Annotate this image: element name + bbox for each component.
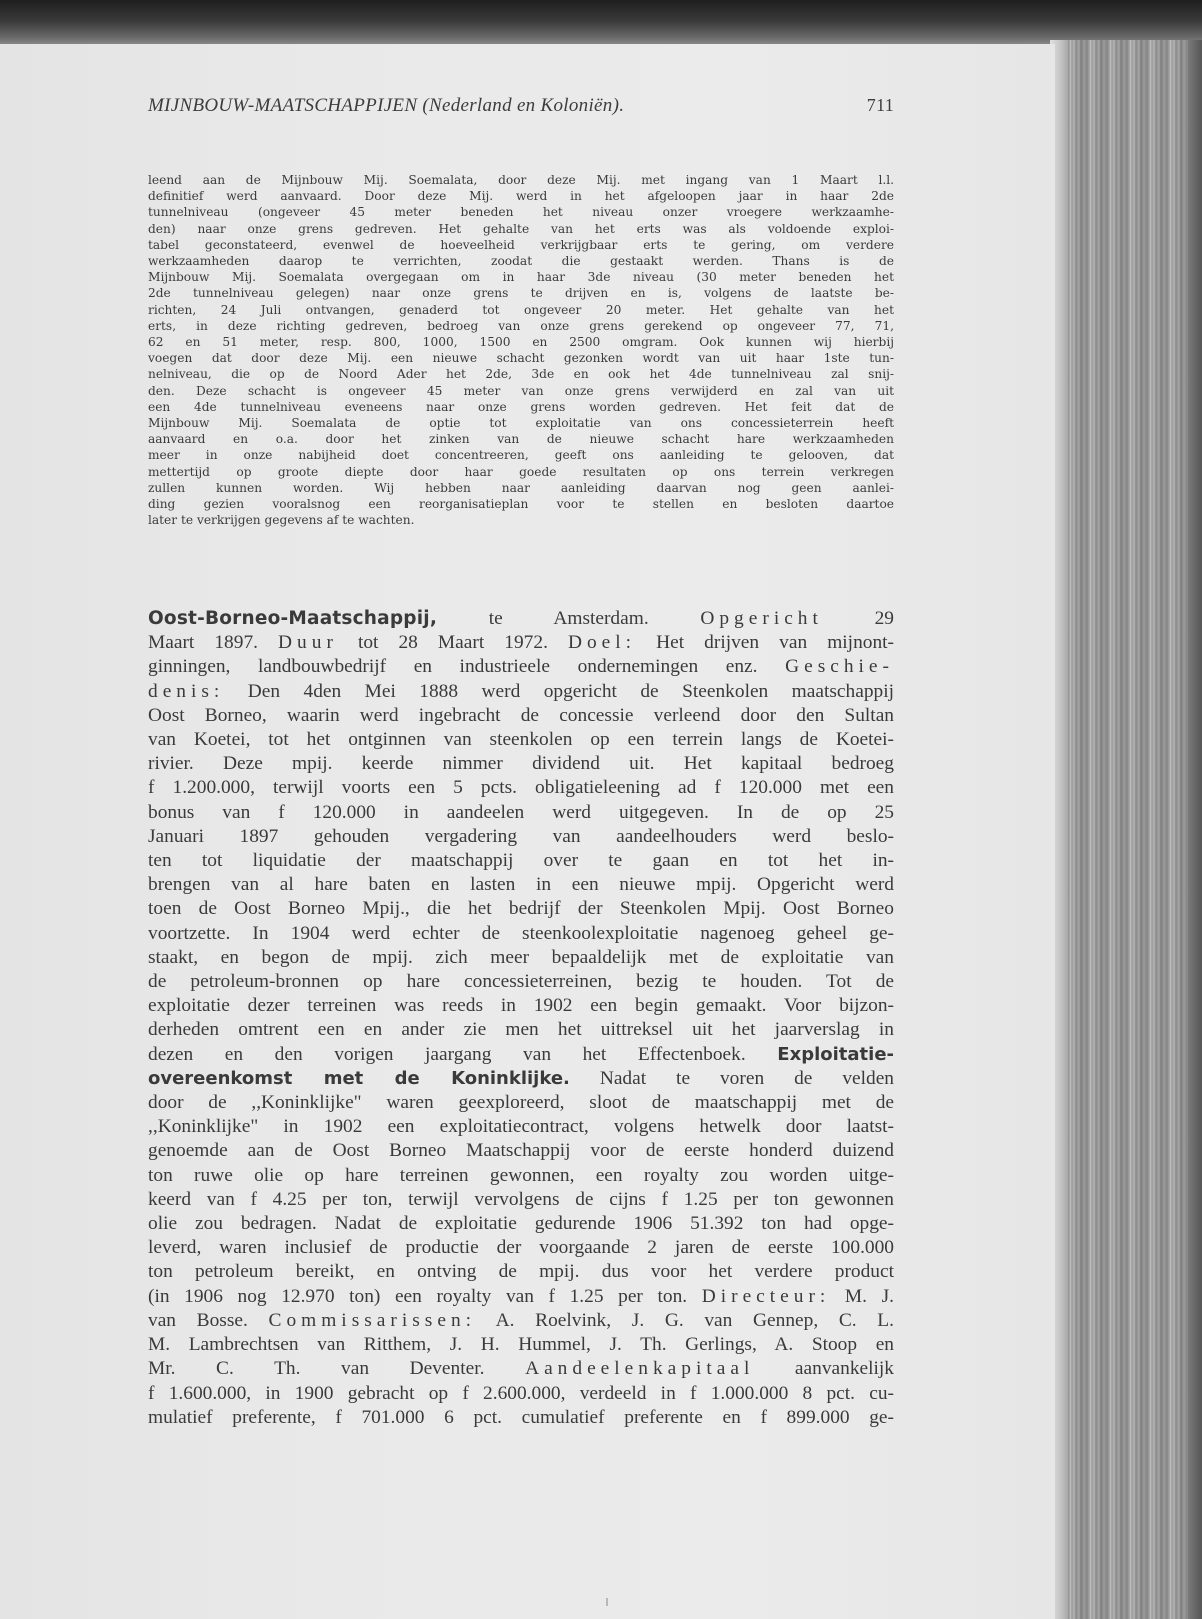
running-title: MIJNBOUW-MAATSCHAPPIJEN (Nederland en Koloniën). <box>148 95 625 116</box>
text-line: f 1.600.000, in 1900 gebracht op f 2.600.000, verdeeld in f 1.000.000 8 pct. cu- <box>148 1382 894 1404</box>
text-line: meer in onze nabijheid doet concentreeren, geeft ons aanleiding te gelooven, dat <box>148 448 894 463</box>
text-line: mettertijd op groote diepte door haar goede resultaten op ons terrein verkregen <box>148 464 894 479</box>
text-line: Mijnbouw Mij. Soemalata de optie tot exploitatie van ons concessieterrein heeft <box>148 416 894 431</box>
text-line: brengen van al hare baten en lasten in een nieuwe mpij. Opgericht werd <box>148 874 894 896</box>
text-line: 62 en 51 meter, resp. 800, 1000, 1500 en 2500 omgram. Ook kunnen wij hierbij <box>148 335 894 350</box>
company-entry-oost-borneo <box>148 607 894 1430</box>
text-line: derheden omtrent een en ander zie men het uittreksel uit het jaarverslag in <box>148 1019 894 1041</box>
text-line: exploitatie dezer terreinen was reeds in 1902 een begin gemaakt. Voor bijzon- <box>148 995 894 1017</box>
text-line: ton ruwe olie op hare terreinen gewonnen, een royalty zou worden uitge- <box>148 1164 894 1186</box>
text-line: definitief werd aanvaard. Door deze Mij. werd in het afgeloopen jaar in haar 2de <box>148 189 894 204</box>
text-line: een 4de tunnelniveau eveneens naar onze grens worden gedreven. Het feit dat de <box>148 399 894 414</box>
text-line: bonus van f 120.000 in aandeelen werd uitgegeven. In de op 25 <box>148 801 894 823</box>
text-line: voegen dat door deze Mij. een nieuwe schacht gezonken wordt van uit haar 1ste tun- <box>148 351 894 366</box>
small-print-paragraph <box>148 172 894 528</box>
text-line: ten tot liquidatie der maatschappij over te gaan en tot het in- <box>148 850 894 872</box>
text-line: later te verkrijgen gegevens af te wachten. <box>148 513 415 528</box>
label-duur: Duur <box>278 632 338 654</box>
text-line: tabel geconstateerd, evenwel de hoeveelheid verkrijgbaar erts te gering, om verdere <box>148 237 894 252</box>
label-opgericht: Opgericht <box>700 608 823 629</box>
text-line: dezen en den vorigen jaargang van het Effectenboek. Exploitatie- <box>148 1043 894 1065</box>
page-number: 711 <box>866 95 894 115</box>
text-line: erts, in deze richting gedreven, bedroeg van onze grens gerekend op ongeveer 77, 71, <box>148 318 894 333</box>
text-line: denis: Den 4den Mei 1888 werd opgericht de Steenkolen maatschappij <box>148 680 894 702</box>
label-doel: Doel: <box>567 632 637 654</box>
text-line: genoemde aan de Oost Borneo Maatschappij voor de eerste honderd duizend <box>148 1140 894 1162</box>
text-line: richten, 24 Juli ontvangen, genaderd tot ongeveer 20 meter. Het gehalte van het <box>148 302 894 317</box>
label-aandeelenkapitaal: Aandeelenkapitaal <box>525 1358 755 1380</box>
text-line: aanvaard en o.a. door het zinken van de nieuwe schacht hare werkzaamheden <box>148 432 894 447</box>
text-line: den. Deze schacht is ongeveer 45 meter van onze grens verwijderd en zal van uit <box>148 383 894 398</box>
text-line: olie zou bedragen. Nadat de exploitatie gedurende 1906 51.392 ton had opge- <box>148 1213 894 1235</box>
text-line: van Bosse. Commissarissen: A. Roelvink, J. G. van Gennep, C. L. <box>148 1309 894 1331</box>
book-page-edges <box>1050 40 1202 1619</box>
text-line: van Koetei, tot het ontginnen van steenkolen op een terrein langs de Koetei- <box>148 729 894 751</box>
company-name: Oost-Borneo-Maatschappij, <box>148 608 438 629</box>
subheading-overeenkomst: overeenkomst met de Koninklijke. <box>148 1067 570 1089</box>
text-line: mulatief preferente, f 701.000 6 pct. cumulatief preferente en f 899.000 ge- <box>148 1406 894 1428</box>
text-line: leverd, waren inclusief de productie der voorgaande 2 jaren de eerste 100.000 <box>148 1237 894 1259</box>
text-line: Maart 1897. Duur tot 28 Maart 1972. Doel: Het drijven van mijnont- <box>148 632 895 654</box>
label-commissarissen: Commissarissen: <box>268 1309 477 1331</box>
page-speck <box>606 1598 608 1606</box>
text-line: voortzette. In 1904 werd echter de steenkoolexploitatie nagenoeg geheel ge- <box>148 922 894 944</box>
text-line: ding gezien vooralsnog een reorganisatieplan voor te stellen en besloten daartoe <box>148 497 894 512</box>
text-line: 2de tunnelniveau gelegen) naar onze grens te drijven en is, volgens de laatste be- <box>148 286 894 301</box>
text-line: (in 1906 nog 12.970 ton) een royalty van f 1.25 per ton. Directeur: M. J. <box>148 1285 894 1307</box>
book-top-shadow <box>0 0 1202 48</box>
text-line: tunnelniveau (ongeveer 45 meter beneden het niveau onzer vroegere werkzaamhe- <box>148 205 894 220</box>
label-geschiedenis-cont: denis: <box>148 680 225 702</box>
text-line: ton petroleum bereikt, en ontving de mpij. dus voor het verdere product <box>148 1261 894 1283</box>
label-directeur: Directeur: <box>701 1285 831 1307</box>
label-geschiedenis: Geschie- <box>785 656 894 678</box>
text-line: Januari 1897 gehouden vergadering van aandeelhouders werd beslo- <box>148 825 894 847</box>
running-header <box>148 95 894 117</box>
text-line: rivier. Deze mpij. keerde nimmer dividend uit. Het kapitaal bedroeg <box>148 753 894 775</box>
text-line: Oost Borneo, waarin werd ingebracht de concessie verleend door den Sultan <box>148 704 894 726</box>
text-line: werkzaamheden daarop te verrichten, zoodat die gestaakt werden. Thans is de <box>148 254 894 269</box>
text-line: ginningen, landbouwbedrijf en industrieele ondernemingen enz. Geschie- <box>148 656 894 678</box>
text-line: ,,Koninklijke" in 1902 een exploitatiecontract, volgens hetwelk door laatst- <box>148 1116 894 1138</box>
text-line: toen de Oost Borneo Mpij., die het bedrijf der Steenkolen Mpij. Oost Borneo <box>148 898 894 920</box>
text-line: f 1.200.000, terwijl voorts een 5 pcts. obligatieleening ad f 120.000 met een <box>148 777 894 799</box>
text-line: keerd van f 4.25 per ton, terwijl vervolgens de cijns f 1.25 per ton gewonnen <box>148 1188 894 1210</box>
subheading-exploitatie: Exploitatie- <box>777 1043 894 1065</box>
text-line: Mijnbouw Mij. Soemalata overgegaan om in haar 3de niveau (30 meter beneden het <box>148 270 894 285</box>
text-line: de petroleum-bronnen op hare concessieterreinen, bezig te houden. Tot de <box>148 971 894 993</box>
text-line: Mr. C. Th. van Deventer. Aandeelenkapitaal aanvankelijk <box>148 1358 894 1380</box>
text-line: Oost-Borneo-Maatschappij, te Amsterdam. Opgericht 29 <box>148 608 894 629</box>
text-line: den) naar onze grens gedreven. Het gehalte van het erts was als voldoende exploi- <box>148 221 894 236</box>
text-line: leend aan de Mijnbouw Mij. Soemalata, door deze Mij. met ingang van 1 Maart l.l. <box>148 173 894 187</box>
text-line: staakt, en begon de mpij. zich meer bepaaldelijk met de exploitatie van <box>148 946 894 968</box>
text-line: zullen kunnen worden. Wij hebben naar aanleiding daarvan nog geen aanlei- <box>148 480 894 495</box>
text-line: door de ,,Koninklijke" waren geexploreerd, sloot de maatschappij met de <box>148 1092 894 1114</box>
text-line: M. Lambrechtsen van Ritthem, J. H. Hummel, J. Th. Gerlings, A. Stoop en <box>148 1334 894 1356</box>
text-line: overeenkomst met de Koninklijke. Nadat te voren de velden <box>148 1067 894 1089</box>
text-line: nelniveau, die op de Noord Ader het 2de, 3de en ook het 4de tunnelniveau zal snij- <box>148 367 894 382</box>
